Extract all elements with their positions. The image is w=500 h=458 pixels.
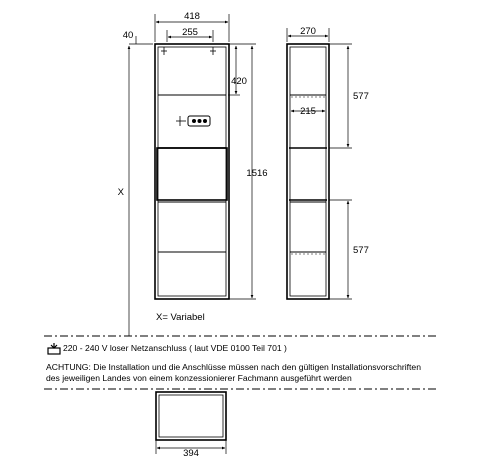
dim-variable-height: X [117,187,124,198]
variable-note: X= Variabel [156,312,205,323]
dim-side-upper-height: 577 [353,91,369,102]
dim-top-offset: 40 [122,30,134,41]
dim-upper-height: 420 [231,76,247,87]
power-note: 220 - 240 V loser Netzanschluss ( laut VDE 0100 Teil 701 ) [63,343,287,353]
dim-shelf-depth: 215 [300,106,316,117]
dim-side-depth: 270 [300,26,316,37]
dim-inner-width: 255 [182,27,198,38]
dim-side-lower-height: 577 [353,245,369,256]
warning-line-1: ACHTUNG: Die Installation und die Anschlüsse müssen nach den gültigen Installationsvorschriften [46,362,421,372]
dim-overall-width: 418 [184,11,200,22]
side-dimensions [287,28,352,299]
warning-line-2: des jeweiligen Landes von einem konzessionierer Fachmann ausgeführt werden [46,373,352,383]
side-view [287,44,329,299]
dim-total-height: 1516 [246,168,268,179]
socket-icon [176,116,210,126]
dim-plan-width: 394 [183,448,199,458]
front-dimensions [129,14,256,336]
plan-view [156,392,226,440]
plug-icon [47,343,61,355]
front-view [155,44,229,299]
